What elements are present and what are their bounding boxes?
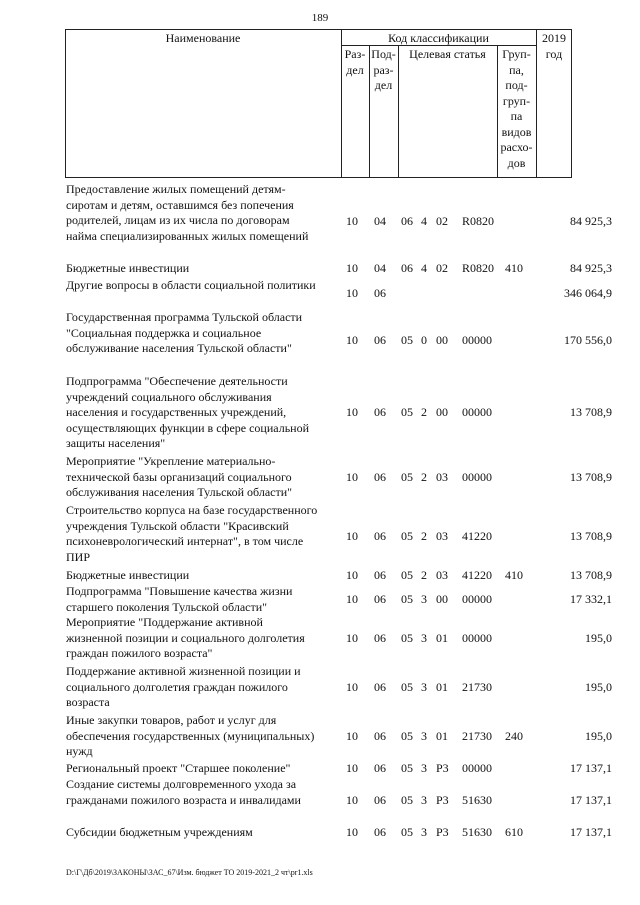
- row-target-program: 05: [401, 631, 413, 645]
- row-podrazdel: 06: [374, 825, 386, 839]
- row-name: Подпрограмма "Повышение качества жизни старшего поколения Тульской области": [66, 584, 293, 614]
- row-target-event: 00: [436, 333, 448, 347]
- row-target-program: 06: [401, 214, 413, 228]
- row-podrazdel: 06: [374, 680, 386, 694]
- row-amount: 13 708,9: [570, 470, 612, 484]
- row-podrazdel: 04: [374, 261, 386, 275]
- row-amount: 84 925,3: [570, 261, 612, 275]
- row-razdel: 10: [346, 631, 358, 645]
- row-podrazdel: 06: [374, 333, 386, 347]
- row-target-subprogram: 3: [421, 793, 427, 807]
- row-podrazdel: 04: [374, 214, 386, 228]
- row-name: Бюджетные инвестиции: [66, 568, 190, 582]
- row-target-event: 03: [436, 568, 448, 582]
- row-target-event: P3: [436, 761, 449, 775]
- row-target-event: 01: [436, 729, 448, 743]
- row-razdel: 10: [346, 592, 358, 606]
- row-target-direction: 00000: [462, 470, 492, 484]
- row-name: Субсидии бюджетным учреждениям: [66, 825, 253, 839]
- row-name: Предоставление жилых помещений детям- сиротам и детям, оставшимся без попечения родителей, лицам из их числа по договорам найма специализированных жилых помещений: [66, 182, 309, 243]
- row-name: Строительство корпуса на базе государственного учреждения Тульской области "Красивский психоневрологический интернат", в том числе ПИР: [66, 503, 318, 564]
- header-celevaya: Целевая статья: [409, 47, 486, 61]
- row-target-subprogram: 0: [421, 333, 427, 347]
- file-path-footer: D:\Г\Дб\2019\ЗАКОНЫ\ЗАС_67\Изм. бюджет ТО 2019-2021_2 чт\pr1.xls: [66, 868, 313, 877]
- row-amount: 195,0: [585, 680, 612, 694]
- row-name: Мероприятие "Укрепление материально- технической базы организаций социального обслуживания населения Тульской области": [66, 454, 293, 499]
- row-target-event: 02: [436, 261, 448, 275]
- row-amount: 17 332,1: [570, 592, 612, 606]
- row-amount: 84 925,3: [570, 214, 612, 228]
- row-razdel: 10: [346, 761, 358, 775]
- row-target-program: 05: [401, 529, 413, 543]
- row-name: Иные закупки товаров, работ и услуг для обеспечения государственных (муниципальных) нужд: [66, 713, 315, 758]
- row-name: Подпрограмма "Обеспечение деятельности учреждений социального обслуживания населения и государственных учреждений, осуществляющих функции в сфере социальной защиты населения": [66, 374, 310, 450]
- row-razdel: 10: [346, 680, 358, 694]
- header-classification: Код классификации: [388, 31, 489, 45]
- row-target-direction: 51630: [462, 825, 492, 839]
- row-target-direction: 00000: [462, 405, 492, 419]
- row-target-direction: 51630: [462, 793, 492, 807]
- row-podrazdel: 06: [374, 761, 386, 775]
- row-target-program: 05: [401, 825, 413, 839]
- header-year: 2019 год: [542, 31, 566, 61]
- row-podrazdel: 06: [374, 793, 386, 807]
- row-podrazdel: 06: [374, 470, 386, 484]
- row-target-event: 01: [436, 631, 448, 645]
- row-name: Создание системы долговременного ухода за гражданами пожилого возраста и инвалидами: [66, 777, 301, 807]
- row-razdel: 10: [346, 568, 358, 582]
- row-target-subprogram: 2: [421, 470, 427, 484]
- row-podrazdel: 06: [374, 286, 386, 300]
- row-target-subprogram: 2: [421, 529, 427, 543]
- row-target-event: P3: [436, 825, 449, 839]
- row-target-program: 05: [401, 761, 413, 775]
- row-amount: 17 137,1: [570, 825, 612, 839]
- row-target-direction: R0820: [462, 261, 495, 275]
- row-target-program: 05: [401, 333, 413, 347]
- row-amount: 195,0: [585, 631, 612, 645]
- row-name: Поддержание активной жизненной позиции и социального долголетия граждан пожилого возраста: [66, 664, 301, 709]
- row-name: Бюджетные инвестиции: [66, 261, 190, 275]
- row-amount: 195,0: [585, 729, 612, 743]
- row-name: Государственная программа Тульской области "Социальная поддержка и социальное обслуживание населения Тульской области": [66, 310, 303, 355]
- row-razdel: 10: [346, 729, 358, 743]
- row-target-direction: 21730: [462, 729, 492, 743]
- row-target-direction: 41220: [462, 529, 492, 543]
- row-podrazdel: 06: [374, 568, 386, 582]
- row-razdel: 10: [346, 214, 358, 228]
- row-amount: 17 137,1: [570, 761, 612, 775]
- row-target-program: 05: [401, 793, 413, 807]
- row-target-subprogram: 3: [421, 592, 427, 606]
- row-razdel: 10: [346, 405, 358, 419]
- row-target-direction: 00000: [462, 761, 492, 775]
- row-expense-type: 410: [505, 261, 523, 275]
- header-razdel: Раз- дел: [344, 47, 366, 77]
- row-target-subprogram: 3: [421, 680, 427, 694]
- row-razdel: 10: [346, 793, 358, 807]
- row-target-program: 05: [401, 568, 413, 582]
- row-expense-type: 610: [505, 825, 523, 839]
- row-target-program: 05: [401, 680, 413, 694]
- row-target-subprogram: 4: [421, 261, 427, 275]
- row-target-event: 02: [436, 214, 448, 228]
- row-razdel: 10: [346, 261, 358, 275]
- row-target-event: 01: [436, 680, 448, 694]
- row-target-program: 05: [401, 470, 413, 484]
- row-razdel: 10: [346, 825, 358, 839]
- row-amount: 13 708,9: [570, 405, 612, 419]
- row-razdel: 10: [346, 333, 358, 347]
- row-target-direction: 00000: [462, 592, 492, 606]
- row-amount: 346 064,9: [564, 286, 612, 300]
- row-target-direction: R0820: [462, 214, 495, 228]
- row-amount: 17 137,1: [570, 793, 612, 807]
- row-target-program: 05: [401, 405, 413, 419]
- row-podrazdel: 06: [374, 529, 386, 543]
- row-target-program: 05: [401, 729, 413, 743]
- row-podrazdel: 06: [374, 729, 386, 743]
- header-name: Наименование: [165, 31, 241, 45]
- page-number: 189: [311, 12, 329, 24]
- row-podrazdel: 06: [374, 405, 386, 419]
- row-target-direction: 41220: [462, 568, 492, 582]
- row-target-direction: 00000: [462, 631, 492, 645]
- row-target-subprogram: 3: [421, 825, 427, 839]
- row-target-subprogram: 2: [421, 405, 427, 419]
- row-expense-type: 240: [505, 729, 523, 743]
- row-target-event: 03: [436, 470, 448, 484]
- row-podrazdel: 06: [374, 631, 386, 645]
- row-target-subprogram: 2: [421, 568, 427, 582]
- row-razdel: 10: [346, 286, 358, 300]
- row-name: Мероприятие "Поддержание активной жизненной позиции и социального долголетия граждан пожилого возраста": [66, 615, 305, 660]
- row-name: Другие вопросы в области социальной политики: [66, 278, 316, 292]
- row-target-subprogram: 3: [421, 631, 427, 645]
- row-podrazdel: 06: [374, 592, 386, 606]
- row-razdel: 10: [346, 529, 358, 543]
- row-expense-type: 410: [505, 568, 523, 582]
- row-amount: 170 556,0: [564, 333, 612, 347]
- row-name: Региональный проект "Старшее поколение": [66, 761, 291, 775]
- row-amount: 13 708,9: [570, 529, 612, 543]
- row-razdel: 10: [346, 470, 358, 484]
- header-podrazdel: Под- раз- дел: [371, 47, 396, 92]
- row-target-event: 00: [436, 405, 448, 419]
- row-target-subprogram: 4: [421, 214, 427, 228]
- row-target-program: 06: [401, 261, 413, 275]
- row-target-event: 03: [436, 529, 448, 543]
- row-amount: 13 708,9: [570, 568, 612, 582]
- row-target-subprogram: 3: [421, 761, 427, 775]
- row-target-direction: 21730: [462, 680, 492, 694]
- row-target-event: P3: [436, 793, 449, 807]
- row-target-subprogram: 3: [421, 729, 427, 743]
- header-gruppa: Груп- па, под- груп- па видов расхо- дов: [500, 47, 533, 170]
- row-target-program: 05: [401, 592, 413, 606]
- row-target-event: 00: [436, 592, 448, 606]
- row-target-direction: 00000: [462, 333, 492, 347]
